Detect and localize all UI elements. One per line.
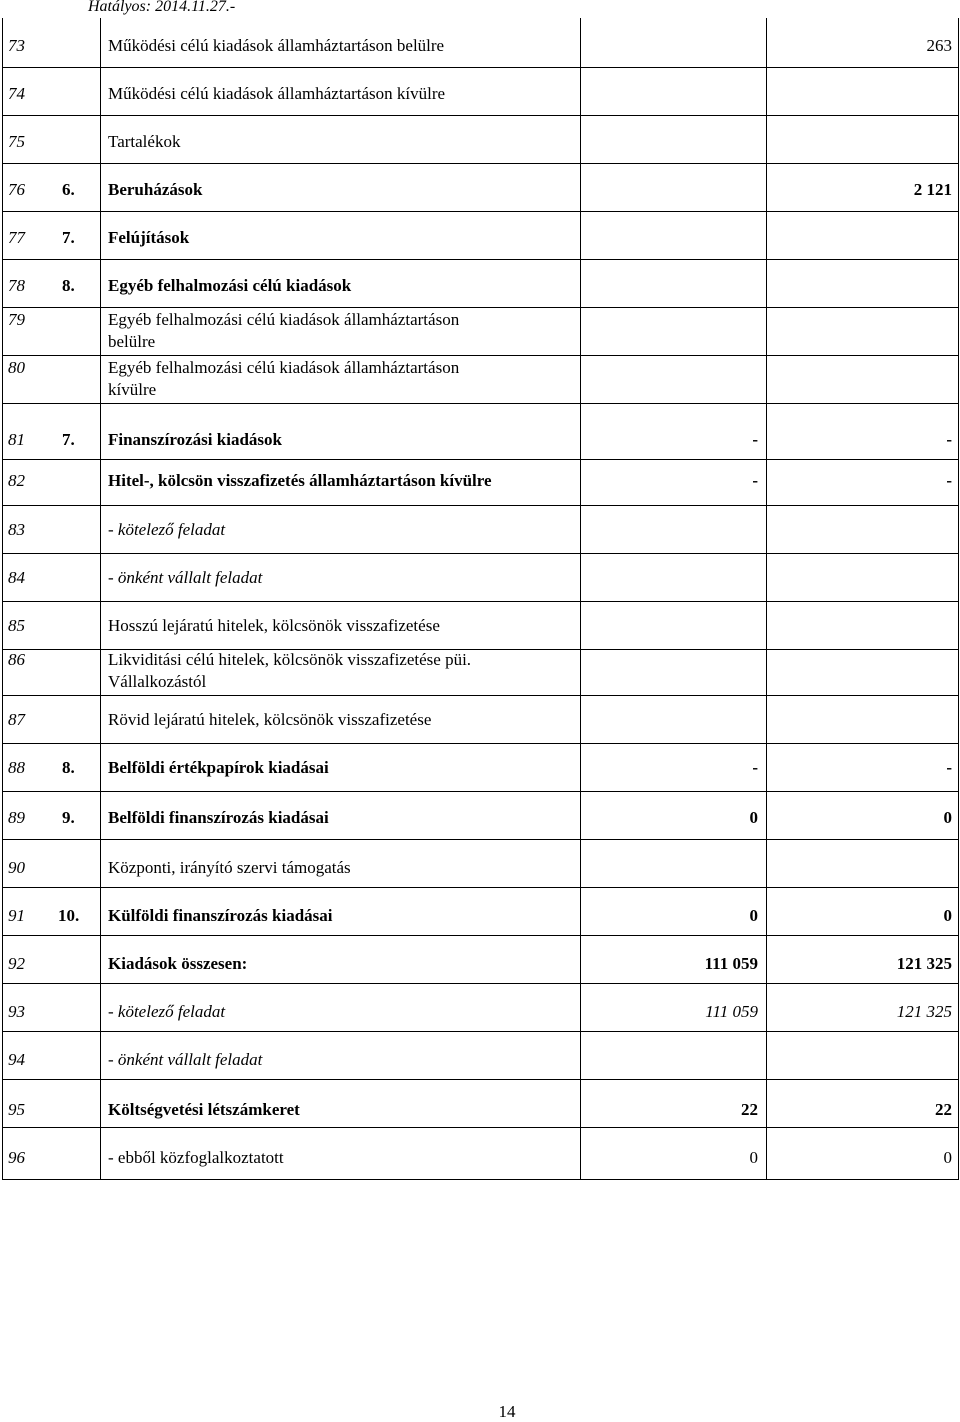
- value-modified: -: [946, 471, 952, 490]
- row-number: 92: [8, 954, 25, 973]
- value-modified: 0: [943, 1148, 952, 1167]
- value-original: 111 059: [705, 1002, 758, 1021]
- row-number: 96: [8, 1148, 25, 1167]
- row-number: 74: [8, 84, 25, 103]
- row-number: 95: [8, 1100, 25, 1119]
- row-label: Központi, irányító szervi támogatás: [108, 858, 351, 877]
- value-original: -: [752, 758, 758, 777]
- row-number: 80: [8, 358, 25, 377]
- value-modified: -: [946, 758, 952, 777]
- row-label: Tartalékok: [108, 132, 181, 151]
- row-label: Belföldi értékpapírok kiadásai: [108, 758, 329, 777]
- value-modified: 121 325: [896, 1002, 952, 1021]
- value-modified: -: [946, 430, 952, 449]
- value-modified: 22: [935, 1100, 952, 1119]
- section-number: 7.: [62, 228, 75, 247]
- row-label: Beruházások: [108, 180, 203, 199]
- section-number: 9.: [62, 808, 75, 827]
- row-label: - ebből közfoglalkoztatott: [108, 1148, 284, 1167]
- value-modified: 121 325: [896, 954, 952, 973]
- effective-date-header: Hatályos: 2014.11.27.-: [88, 0, 236, 15]
- row-number: 84: [8, 568, 25, 587]
- row-label: Költségvetési létszámkeret: [108, 1100, 300, 1119]
- section-number: 10.: [58, 906, 80, 925]
- row-number: 94: [8, 1050, 25, 1069]
- section-number: 8.: [62, 276, 75, 295]
- page-number: 14: [498, 1402, 516, 1421]
- section-number: 8.: [62, 758, 75, 777]
- row-label: Egyéb felhalmozási célú kiadások államháztartáson: [108, 310, 460, 329]
- row-number: 85: [8, 616, 25, 635]
- value-original: 22: [741, 1100, 758, 1119]
- value-original: 0: [749, 808, 758, 827]
- row-number: 90: [8, 858, 25, 877]
- value-original: -: [752, 471, 758, 490]
- row-label: - önként vállalt feladat: [108, 568, 263, 587]
- section-number: 7.: [62, 430, 75, 449]
- row-label-continued: kívülre: [108, 380, 157, 399]
- value-original: 111 059: [704, 954, 758, 973]
- row-label: Működési célú kiadások államháztartáson belülre: [108, 36, 445, 55]
- value-original: 0: [749, 906, 758, 925]
- section-number: 6.: [62, 180, 75, 199]
- row-number: 75: [8, 132, 25, 151]
- value-modified: 2 121: [913, 180, 952, 199]
- row-number: 78: [8, 276, 25, 295]
- row-label: Finanszírozási kiadások: [108, 430, 282, 449]
- value-modified: 263: [926, 36, 952, 55]
- row-number: 77: [8, 228, 25, 247]
- row-number: 93: [8, 1002, 25, 1021]
- row-label: Külföldi finanszírozás kiadásai: [108, 906, 333, 925]
- row-label: Felújítások: [108, 228, 190, 247]
- row-number: 91: [8, 906, 25, 925]
- value-original: 0: [749, 1148, 758, 1167]
- row-number: 86: [8, 650, 25, 669]
- row-number: 88: [8, 758, 25, 777]
- row-number: 73: [8, 36, 25, 55]
- row-number: 82: [8, 471, 25, 490]
- row-label: Hosszú lejáratú hitelek, kölcsönök visszafizetése: [108, 616, 440, 635]
- row-number: 83: [8, 520, 25, 539]
- row-number: 76: [8, 180, 25, 199]
- row-label: - kötelező feladat: [108, 1002, 226, 1021]
- row-label: Belföldi finanszírozás kiadásai: [108, 808, 329, 827]
- row-number: 79: [8, 310, 25, 329]
- row-label: Likviditási célú hitelek, kölcsönök visszafizetése püi.: [108, 650, 472, 669]
- row-label: Működési célú kiadások államháztartáson kívülre: [108, 84, 446, 103]
- row-label: - kötelező feladat: [108, 520, 226, 539]
- row-label-continued: belülre: [108, 332, 156, 351]
- row-number: 89: [8, 808, 25, 827]
- row-number: 81: [8, 430, 25, 449]
- row-number: 87: [8, 710, 25, 729]
- value-original: -: [752, 430, 758, 449]
- row-label: Egyéb felhalmozási célú kiadások: [108, 276, 352, 295]
- value-modified: 0: [943, 808, 952, 827]
- row-label: - önként vállalt feladat: [108, 1050, 263, 1069]
- row-label: Rövid lejáratú hitelek, kölcsönök visszafizetése: [108, 710, 432, 729]
- row-label-continued: Vállalkozástól: [108, 672, 207, 691]
- row-label: Hitel-, kölcsön visszafizetés államháztartáson kívülre: [108, 471, 492, 490]
- row-label: Kiadások összesen:: [108, 954, 248, 973]
- row-label: Egyéb felhalmozási célú kiadások államháztartáson: [108, 358, 460, 377]
- value-modified: 0: [943, 906, 952, 925]
